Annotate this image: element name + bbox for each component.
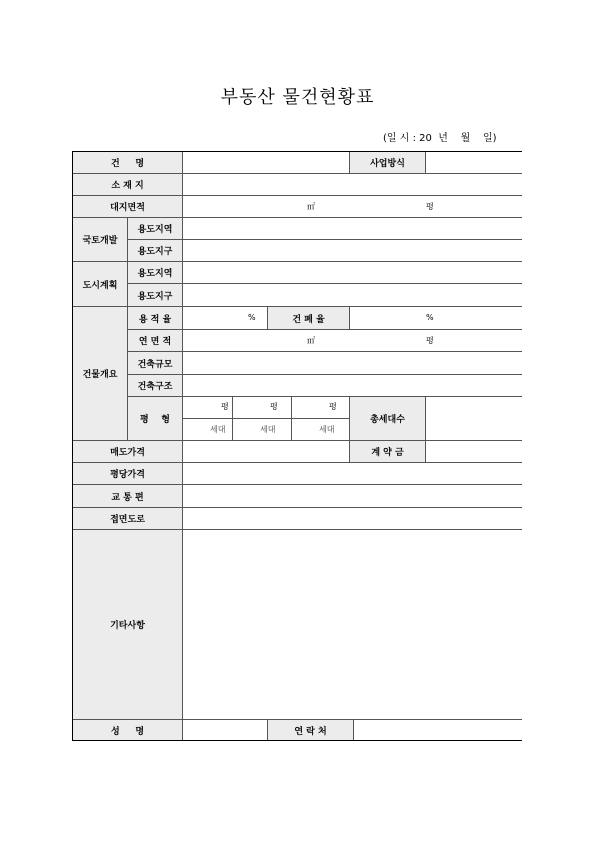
- location-field[interactable]: [183, 174, 522, 196]
- transport-field[interactable]: [183, 485, 522, 508]
- contact-field[interactable]: [354, 720, 522, 740]
- building-coverage-field[interactable]: [350, 307, 522, 330]
- national-use-district-field[interactable]: [183, 240, 522, 262]
- urban-use-district-field[interactable]: [183, 284, 522, 307]
- label-use-district-1: 용도지구: [128, 240, 183, 262]
- label-name: 성 명: [73, 720, 183, 740]
- label-national-dev: 국토개발: [73, 218, 128, 262]
- building-structure-field[interactable]: [183, 375, 522, 397]
- label-building-overview: 건물개요: [73, 307, 128, 441]
- percent-unit: %: [248, 313, 256, 322]
- household-field-2[interactable]: [233, 419, 292, 441]
- label-business-type: 사업방식: [350, 152, 426, 174]
- date-line: (일 시 : 20 년 월 일): [383, 133, 497, 144]
- pyeong-unit: 평: [270, 402, 278, 411]
- label-building-structure: 건축구조: [128, 375, 183, 397]
- label-use-zone-2: 용도지역: [128, 262, 183, 284]
- case-name-field[interactable]: [183, 152, 350, 174]
- label-use-zone-1: 용도지역: [128, 218, 183, 240]
- household-field-1[interactable]: [183, 419, 233, 441]
- price-per-pyeong-field[interactable]: [183, 463, 522, 485]
- label-transport: 교 통 편: [73, 485, 183, 508]
- label-use-district-2: 용도지구: [128, 284, 183, 307]
- name-field[interactable]: [183, 720, 268, 740]
- deposit-field[interactable]: [426, 441, 522, 463]
- sale-price-field[interactable]: [183, 441, 350, 463]
- property-status-form: [72, 151, 522, 741]
- label-building-scale: 건축규모: [128, 352, 183, 375]
- label-remarks: 기타사항: [73, 530, 183, 720]
- sqm-unit: ㎡: [307, 336, 315, 345]
- label-sale-price: 매도가격: [73, 441, 183, 463]
- label-price-per-pyeong: 평당가격: [73, 463, 183, 485]
- pyeong-field-3[interactable]: [292, 397, 350, 419]
- pyeong-unit: 평: [426, 202, 434, 211]
- label-urban-plan: 도시계획: [73, 262, 128, 307]
- pyeong-unit: 평: [221, 402, 229, 411]
- remarks-field[interactable]: [183, 530, 522, 720]
- document-title: 부동산 물건현황표: [220, 87, 375, 108]
- label-total-floor-area: 연 면 적: [128, 330, 183, 352]
- household-unit: 세대: [319, 425, 335, 434]
- label-building-coverage: 건 폐 율: [268, 307, 350, 330]
- total-households-field[interactable]: [426, 397, 522, 441]
- pyeong-unit: 평: [329, 402, 337, 411]
- business-type-field[interactable]: [426, 152, 522, 174]
- pyeong-field-2[interactable]: [233, 397, 292, 419]
- label-total-households: 총세대수: [350, 397, 426, 441]
- pyeong-unit: 평: [426, 336, 434, 345]
- household-field-3[interactable]: [292, 419, 350, 441]
- urban-use-zone-field[interactable]: [183, 262, 522, 284]
- label-location: 소 재 지: [73, 174, 183, 196]
- household-unit: 세대: [260, 425, 276, 434]
- label-case-name: 건 명: [73, 152, 183, 174]
- pyeong-field-1[interactable]: [183, 397, 233, 419]
- sqm-unit: ㎡: [307, 202, 315, 211]
- label-adjacent-road: 접면도로: [73, 508, 183, 530]
- building-scale-field[interactable]: [183, 352, 522, 375]
- label-contact: 연 락 처: [268, 720, 354, 740]
- land-area-field[interactable]: [183, 196, 522, 218]
- national-use-zone-field[interactable]: [183, 218, 522, 240]
- label-floor-area-ratio: 용 적 율: [128, 307, 183, 330]
- label-deposit: 계 약 금: [350, 441, 426, 463]
- label-land-area: 대지면적: [73, 196, 183, 218]
- total-floor-area-field[interactable]: [183, 330, 522, 352]
- percent-unit: %: [426, 313, 434, 322]
- adjacent-road-field[interactable]: [183, 508, 522, 530]
- floor-area-ratio-field[interactable]: [183, 307, 268, 330]
- household-unit: 세대: [210, 425, 226, 434]
- label-pyeong-type: 평 형: [128, 397, 183, 441]
